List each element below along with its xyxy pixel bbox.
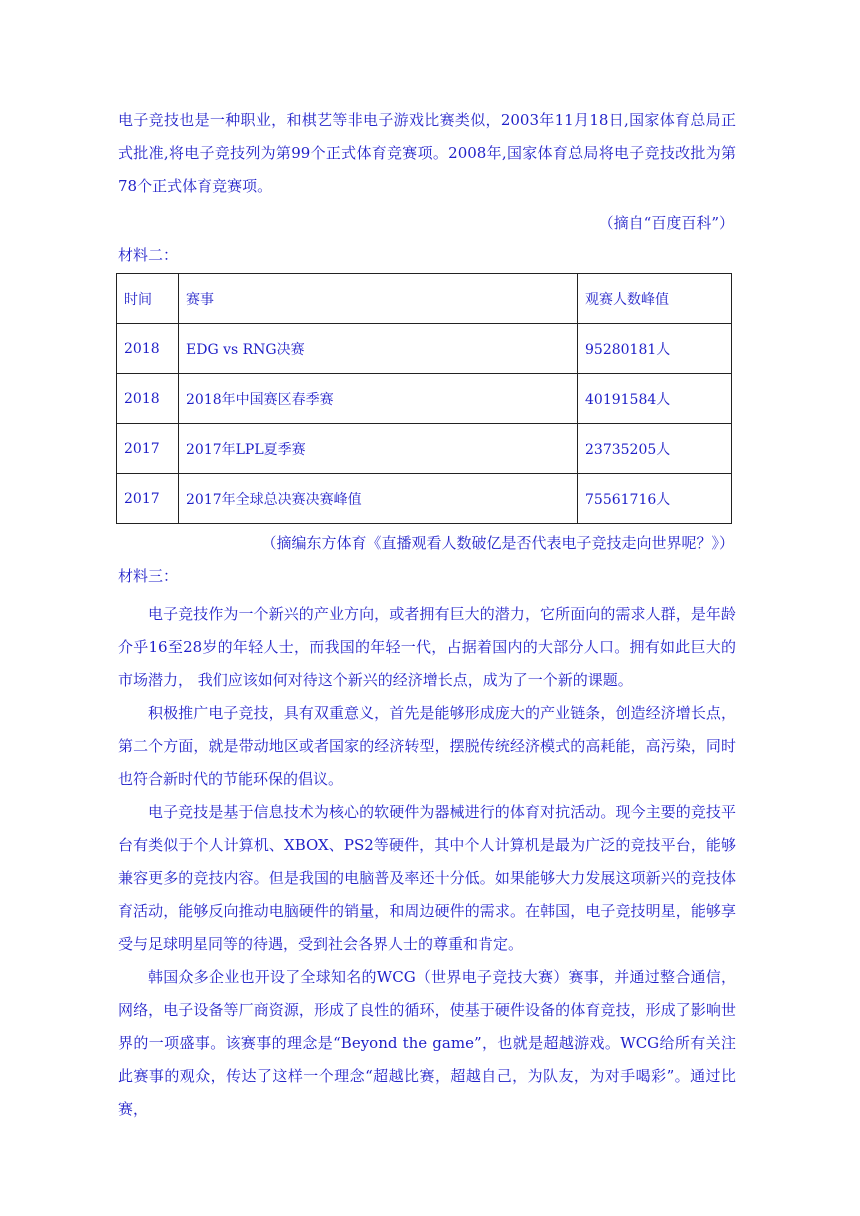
viewership-table (116, 273, 732, 524)
cell-peak-viewers: 95280181人 (578, 324, 732, 374)
source-citation-1: （摘自“百度百科”） (598, 214, 734, 232)
header-peak-viewers: 观赛人数峰值 (578, 274, 732, 324)
paragraph-material-3-2: 积极推广电子竞技，具有双重意义，首先是能够形成庞大的产业链条，创造经济增长点，第二个方面，就是带动地区或者国家的经济转型，摆脱传统经济模式的高耗能，高污染，同时也符合新时代的节能环保的倡议。 (118, 704, 736, 788)
cell-event: 2017年全球总决赛决赛峰值 (179, 474, 578, 524)
table-row (117, 374, 732, 424)
paragraph-material-3-3: 电子竞技是基于信息技术为核心的软硬件为器械进行的体育对抗活动。现今主要的竞技平台有类似于个人计算机、XBOX、PS2等硬件，其中个人计算机是最为广泛的竞技平台，能够兼容更多的竞技内容。但是我国的电脑普及率还十分低。如果能够大力发展这项新兴的竞技体育活动，能够反向推动电脑硬件的销量，和周边硬件的需求。在韩国，电子竞技明星，能够享受与足球明星同等的待遇，受到社会各界人士的尊重和肯定。 (118, 803, 736, 953)
header-time: 时间 (117, 274, 179, 324)
cell-peak-viewers: 40191584人 (578, 374, 732, 424)
table-header-row (117, 274, 732, 324)
header-event: 赛事 (179, 274, 578, 324)
table-row (117, 424, 732, 474)
material-3-label: 材料三： (118, 567, 179, 585)
paragraph-material-3-1: 电子竞技作为一个新兴的产业方向，或者拥有巨大的潜力，它所面向的需求人群，是年龄介乎16至28岁的年轻人士，而我国的年轻一代，占据着国内的大部分人口。拥有如此巨大的市场潜力， 我们应该如何对待这个新兴的经济增长点，成为了一个新的课题。 (118, 605, 736, 689)
paragraph-material-1: 电子竞技也是一种职业，和棋艺等非电子游戏比赛类似，2003年11月18日,国家体育总局正式批准,将电子竞技列为第99个正式体育竞赛项。2008年,国家体育总局将电子竞技改批为第78个正式体育竞赛项。 (118, 111, 736, 195)
cell-time: 2018 (117, 374, 179, 424)
cell-time: 2017 (117, 474, 179, 524)
cell-time: 2017 (117, 424, 179, 474)
cell-event: EDG vs RNG决赛 (179, 324, 578, 374)
source-citation-2: （摘编东方体育《直播观看人数破亿是否代表电子竞技走向世界呢？》） (261, 534, 734, 552)
table-row (117, 324, 732, 374)
material-2-label: 材料二： (118, 246, 179, 264)
cell-event: 2018年中国赛区春季赛 (179, 374, 578, 424)
cell-time: 2018 (117, 324, 179, 374)
cell-event: 2017年LPL夏季赛 (179, 424, 578, 474)
cell-peak-viewers: 23735205人 (578, 424, 732, 474)
table-row (117, 474, 732, 524)
cell-peak-viewers: 75561716人 (578, 474, 732, 524)
paragraph-material-3-4: 韩国众多企业也开设了全球知名的WCG（世界电子竞技大赛）赛事，并通过整合通信，网络，电子设备等厂商资源，形成了良性的循环，使基于硬件设备的体育竞技，形成了影响世界的一项盛事。该赛事的理念是“Beyond the game”，也就是超越游戏。WCG给所有关注此赛事的观众，传达了这样一个理念“超越比赛，超越自己，为队友，为对手喝彩”。通过比赛， (118, 968, 736, 1118)
